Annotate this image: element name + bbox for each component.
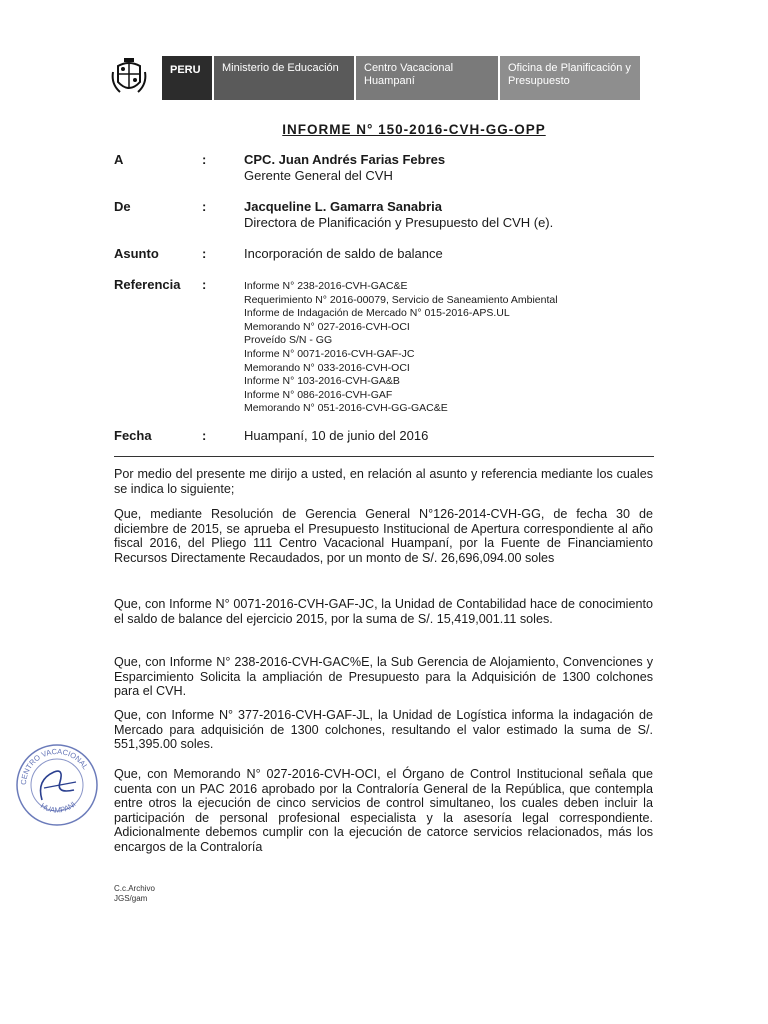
footer-initials: JGS/gam	[114, 894, 148, 903]
reference-item: Informe N° 103-2016-CVH-GA&B	[244, 375, 400, 388]
reference-item: Memorando N° 027-2016-CVH-OCI	[244, 320, 410, 333]
field-fecha-value: Huampaní, 10 de junio del 2016	[244, 428, 429, 443]
field-asunto-colon: :	[202, 246, 207, 261]
body-paragraph: Que, con Informe N° 377-2016-CVH-GAF-JL, la Unidad de Logística informa la indagación de Mercado para adquisición de 1300 colchones, resultando el valor estimado la suma de S/. 551,395.00 soles.	[114, 708, 653, 752]
reference-item: Informe de Indagación de Mercado N° 015-2016-APS.UL	[244, 307, 510, 320]
field-de-label: De	[114, 199, 131, 214]
field-asunto-value: Incorporación de saldo de balance	[244, 246, 443, 261]
field-a-colon: :	[202, 152, 207, 167]
recipient-role: Gerente General del CVH	[244, 168, 393, 183]
header-peru: PERU	[162, 56, 212, 100]
reference-item: Informe N° 086-2016-CVH-GAF	[244, 388, 393, 401]
header-ministry: Ministerio de Educación	[214, 56, 354, 100]
body-paragraph: Que, con Informe N° 238-2016-CVH-GAC%E, la Sub Gerencia de Alojamiento, Convenciones y Esparcimiento Solicita la ampliación de Presupuesto para la Adquisición de 1300 colchones para el CVH.	[114, 655, 653, 699]
field-referencia-colon: :	[202, 277, 207, 292]
reference-item: Memorando N° 051-2016-CVH-GG-GAC&E	[244, 402, 448, 415]
reference-list	[244, 280, 558, 416]
reference-item: Proveído S/N - GG	[244, 334, 333, 347]
field-de-value	[244, 199, 553, 231]
recipient-name: CPC. Juan Andrés Farias Febres	[244, 152, 446, 167]
field-de-colon: :	[202, 199, 207, 214]
footer-note	[114, 884, 155, 904]
reference-item: Requerimiento N° 2016-00079, Servicio de Saneamiento Ambiental	[244, 293, 558, 306]
field-fecha-colon: :	[202, 428, 207, 443]
field-a-value	[244, 152, 445, 184]
svg-text:HUAMPANI	[39, 800, 78, 815]
official-stamp	[14, 742, 100, 828]
body-paragraph: Que, con Memorando N° 027-2016-CVH-OCI, el Órgano de Control Institucional señala que cuenta con un PAC 2016 aprobado por la Contraloría General de la República, que contempla entre otros la ejecución de cinco servicios de control simultaneo, los cuales deben incluir la participación de personal profesional especialista y la asesoría legal correspondiente. Adicionalmente debemos cumplir con la ejecución de catorce servicios relacionados, más los encargos de la Contraloría	[114, 767, 653, 854]
letterhead	[108, 56, 640, 100]
reference-item: Informe N° 0071-2016-CVH-GAF-JC	[244, 347, 415, 360]
body-paragraph: Por medio del presente me dirijo a usted, en relación al asunto y referencia mediante los cuales se indica lo siguiente;	[114, 467, 653, 496]
body-paragraph: Que, con Informe N° 0071-2016-CVH-GAF-JC, la Unidad de Contabilidad hace de conocimiento el saldo de balance del ejercicio 2015, por la suma de S/. 15,419,001.11 soles.	[114, 597, 653, 626]
report-title: INFORME N° 150-2016-CVH-GG-OPP	[282, 122, 546, 137]
coat-of-arms-icon	[108, 56, 150, 100]
reference-item: Informe N° 238-2016-CVH-GAC&E	[244, 280, 408, 292]
header-center: Centro Vacacional Huampaní	[356, 56, 498, 100]
body-paragraph: Que, mediante Resolución de Gerencia General N°126-2014-CVH-GG, de fecha 30 de diciembre de 2015, se aprueba el Presupuesto Institucional de Apertura correspondiente al año fiscal 2016, del Pliego 111 Centro Vacacional Huampaní, por la Fuente de Financiamiento Recursos Directamente Recaudados, por un monto de S/. 26,696,094.00 soles	[114, 507, 653, 565]
stamp-top-text: CENTRO VACACIONAL	[18, 746, 91, 786]
field-referencia-label: Referencia	[114, 277, 181, 292]
reference-item: Memorando N° 033-2016-CVH-OCI	[244, 361, 410, 374]
field-asunto-label: Asunto	[114, 246, 159, 261]
sender-name: Jacqueline L. Gamarra Sanabria	[244, 199, 442, 214]
sender-role: Directora de Planificación y Presupuesto del CVH (e).	[244, 215, 554, 230]
footer-cc: C.c.Archivo	[114, 884, 155, 893]
field-fecha-label: Fecha	[114, 428, 152, 443]
divider	[114, 456, 654, 457]
stamp-bottom-text: HUAMPANI	[38, 799, 78, 815]
field-a-label: A	[114, 152, 124, 167]
header-office: Oficina de Planificación y Presupuesto	[500, 56, 640, 100]
